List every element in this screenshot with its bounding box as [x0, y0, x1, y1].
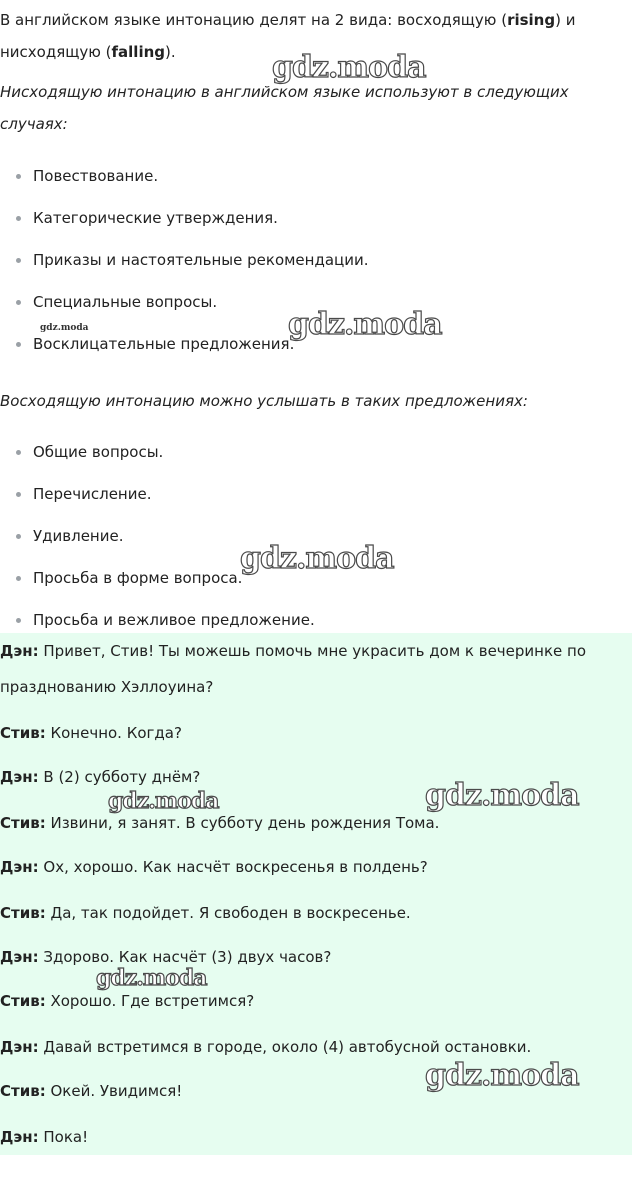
bullet-icon: [16, 258, 21, 263]
dialog-text: Да, так подойдет. Я свободен в воскресенье.: [45, 904, 411, 922]
dialog-text: Давай встретимся в городе, около (4) автобусной остановки.: [38, 1038, 532, 1056]
speaker-name: Стив:: [0, 992, 46, 1010]
bullet-icon: [16, 576, 21, 581]
dialog-line: [0, 1073, 620, 1109]
watermark: gdz.moda: [108, 788, 219, 814]
speaker-name: Дэн:: [0, 948, 39, 966]
intro-text-3: ).: [165, 43, 176, 61]
rising-usage-list: [0, 442, 315, 652]
speaker-name: Дэн:: [0, 642, 39, 660]
dialog-text: Извини, я занят. В субботу день рождения Тома.: [45, 814, 440, 832]
speaker-name: Дэн:: [0, 858, 39, 876]
watermark: gdz.moda: [425, 1058, 579, 1093]
speaker-name: Стив:: [0, 904, 46, 922]
bullet-icon: [16, 342, 21, 347]
bullet-icon: [16, 300, 21, 305]
dialog-line: [0, 633, 620, 705]
intro-text-2: ) и нисходящую (: [0, 11, 576, 61]
dialog-line: [0, 715, 620, 751]
dialog-line: [0, 759, 620, 795]
speaker-name: Стив:: [0, 814, 46, 832]
list-item: Восклицательные предложения.: [0, 334, 369, 376]
speaker-name: Дэн:: [0, 1128, 39, 1146]
speaker-name: Дэн:: [0, 768, 39, 786]
rising-term: rising: [507, 11, 556, 29]
intro-text-1: В английском языке интонацию делят на 2 вида: восходящую (: [0, 11, 508, 29]
list-item: Общие вопросы.: [0, 442, 315, 484]
dialog-text: Конечно. Когда?: [45, 724, 182, 742]
falling-usage-list: [0, 166, 369, 376]
watermark: gdz.moda: [272, 50, 426, 85]
bullet-icon: [16, 534, 21, 539]
dialog-text: Привет, Стив! Ты можешь помочь мне украсить дом к вечеринке по празднованию Хэллоуина?: [0, 642, 587, 696]
speaker-name: Стив:: [0, 1082, 46, 1100]
list-item: Приказы и настоятельные рекомендации.: [0, 250, 369, 292]
list-item: Специальные вопросы.: [0, 292, 369, 334]
dialog-text: Пока!: [38, 1128, 89, 1146]
list-item: Просьба и вежливое предложение.: [0, 610, 315, 652]
watermark: gdz.moda: [96, 965, 207, 991]
dialog-text: Окей. Увидимся!: [45, 1082, 183, 1100]
rising-section-heading: Восходящую интонацию можно услышать в таких предложениях:: [0, 392, 528, 410]
dialog-line: [0, 895, 620, 931]
bullet-icon: [16, 450, 21, 455]
falling-term: falling: [111, 43, 166, 61]
list-item: Просьба в форме вопроса.: [0, 568, 315, 610]
dialog-text: Здорово. Как насчёт (3) двух часов?: [38, 948, 332, 966]
dialog-line: [0, 1029, 620, 1065]
bullet-icon: [16, 492, 21, 497]
list-item: Перечисление.: [0, 484, 315, 526]
dialog-line: [0, 1119, 620, 1155]
bullet-icon: [16, 174, 21, 179]
watermark: gdz.moda: [240, 541, 394, 576]
list-item: Удивление.: [0, 526, 315, 568]
bullet-icon: [16, 618, 21, 623]
watermark: gdz.moda: [425, 778, 579, 813]
dialog-block: [0, 633, 632, 1155]
bullet-icon: [16, 216, 21, 221]
dialog-text: Ох, хорошо. Как насчёт воскресенья в полдень?: [38, 858, 428, 876]
list-item: Категорические утверждения.: [0, 208, 369, 250]
dialog-line: [0, 849, 620, 885]
watermark: gdz.moda: [40, 323, 89, 333]
intro-paragraph: [0, 4, 580, 68]
dialog-text: В (2) субботу днём?: [38, 768, 201, 786]
speaker-name: Дэн:: [0, 1038, 39, 1056]
dialog-line: [0, 939, 620, 975]
dialog-line: [0, 983, 620, 1019]
list-item: Повествование.: [0, 166, 369, 208]
dialog-line: [0, 805, 620, 841]
falling-section-heading: Нисходящую интонацию в английском языке используют в следующих случаях:: [0, 83, 569, 133]
speaker-name: Стив:: [0, 724, 46, 742]
dialog-text: Хорошо. Где встретимся?: [45, 992, 255, 1010]
watermark: gdz.moda: [288, 307, 442, 342]
